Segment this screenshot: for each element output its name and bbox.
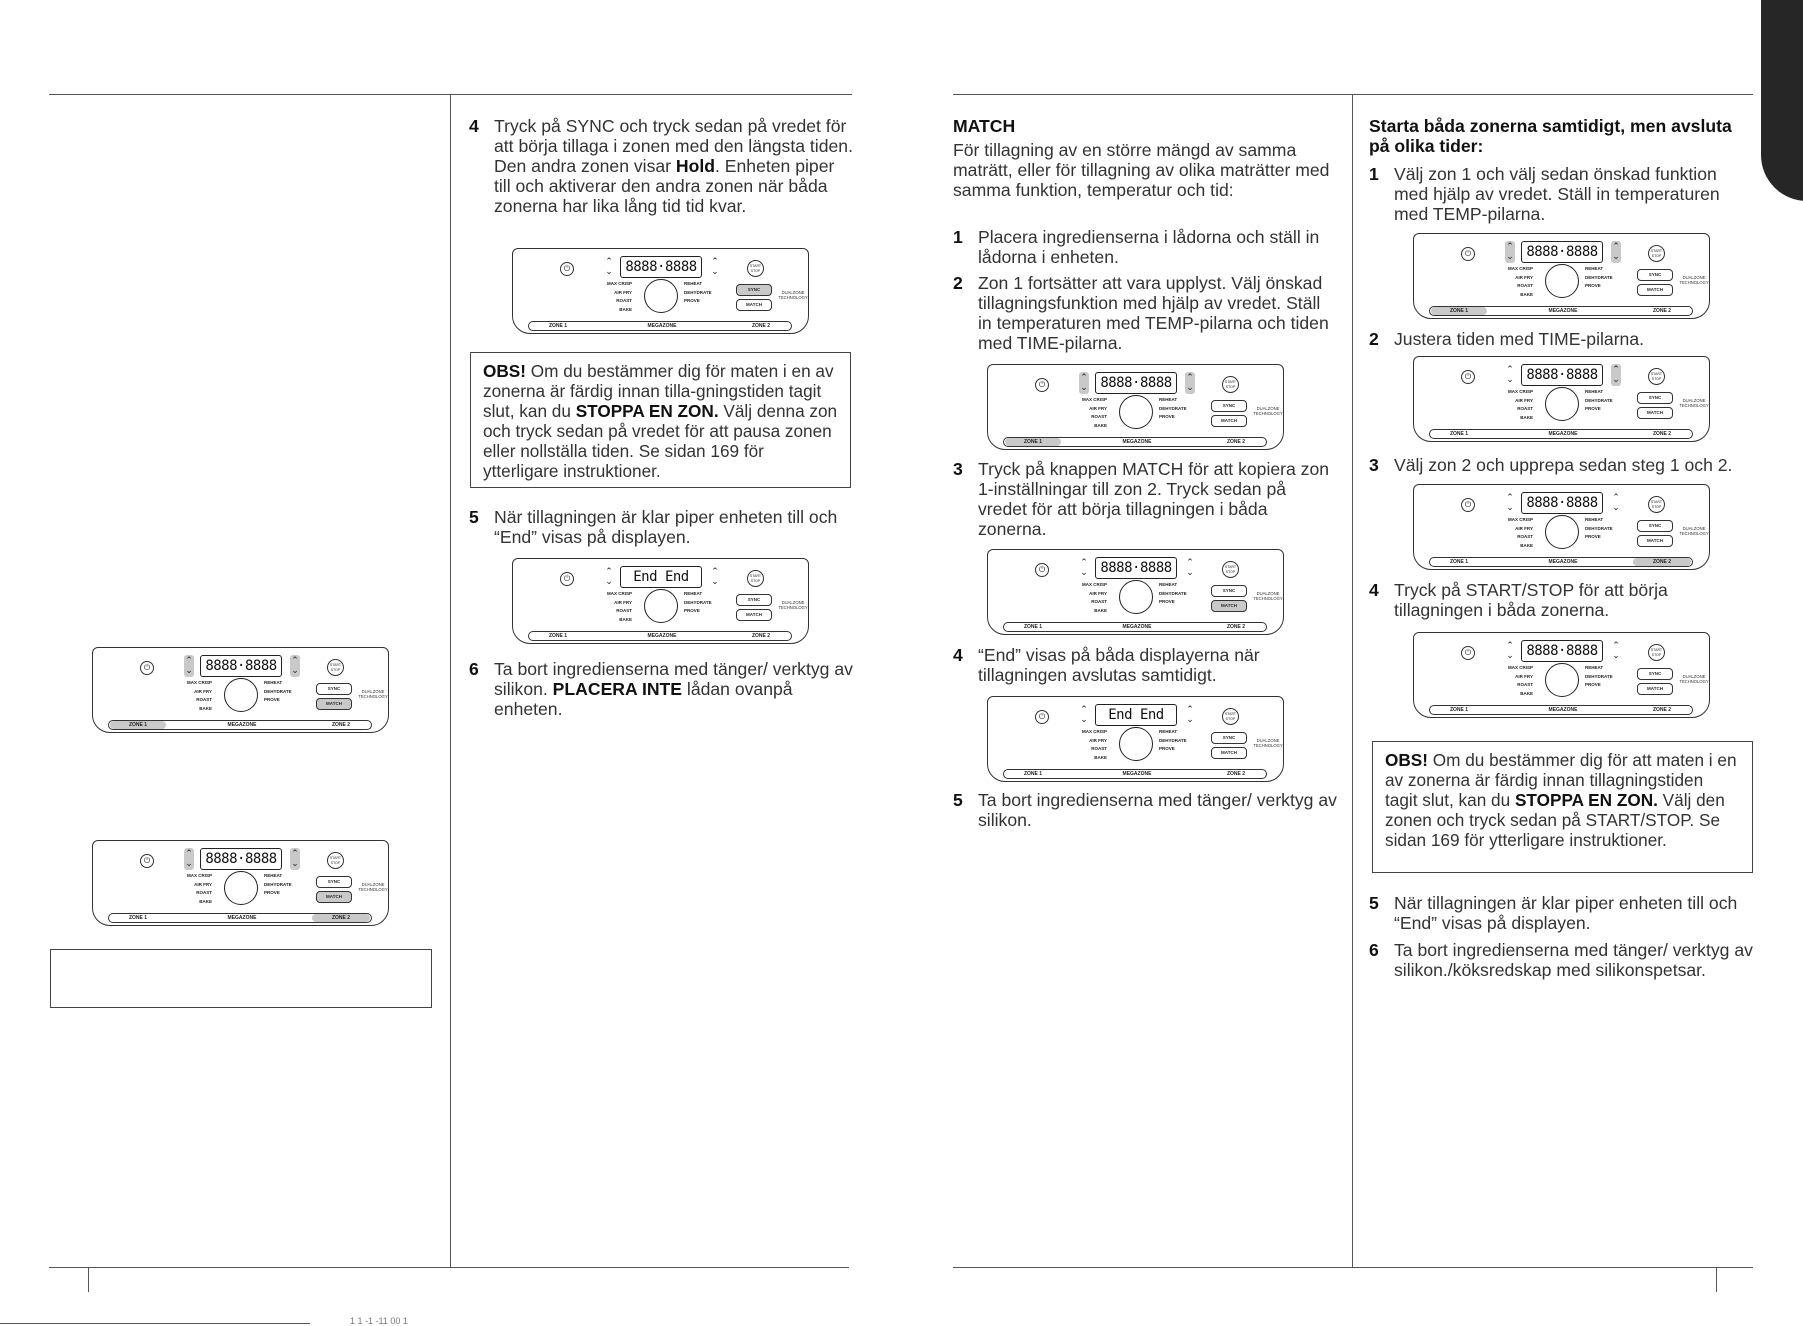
col3-step-5: 5 Ta bort ingredienserna med tänger/ verktyg av silikon.: [953, 790, 1337, 830]
panel-display: 8888·8888: [620, 256, 702, 278]
start-stop-icon: START STOP: [747, 260, 764, 277]
time-arrows-icon: ⌃ ⌄: [1612, 241, 1620, 261]
control-panel-illustration-7: [987, 696, 1284, 786]
match-button-icon: MATCH: [316, 698, 352, 710]
zone-1-label: ZONE 1: [1449, 559, 1469, 565]
dial-icon: [644, 279, 678, 313]
sync-button-icon: SYNC: [316, 876, 352, 888]
zone-2-label: ZONE 2: [1226, 771, 1246, 777]
footer-tick-left: [88, 1267, 89, 1292]
time-arrows-icon: ⌃ ⌄: [1186, 372, 1194, 392]
step-number: 4: [469, 116, 479, 136]
time-arrows-icon: ⌃ ⌄: [1186, 557, 1194, 577]
right-function-list: REHEAT DEHYDRATE PROVE: [1585, 266, 1613, 289]
dualzone-label: DUALZONE TECHNOLOGY: [358, 882, 388, 892]
megazone-label: MEGAZONE: [1122, 624, 1152, 630]
col4-step-3: 3 Välj zon 2 och upprepa sedan steg 1 och 2.: [1369, 455, 1733, 475]
left-function-list: MAX CRISP AIR FRY ROAST BAKE: [606, 281, 632, 312]
time-arrows-icon: ⌃ ⌄: [1612, 364, 1620, 384]
bottom-rule-left: [49, 1267, 849, 1268]
column-3-header: [953, 116, 1338, 200]
zone-1-label: ZONE 1: [1431, 307, 1487, 315]
temp-arrows-icon: ⌃ ⌄: [1506, 364, 1514, 384]
dualzone-label: DUALZONE TECHNOLOGY: [1253, 591, 1283, 601]
obs-note-col4: OBS! Om du bestämmer dig för att maten i en av zonerna är färdig innan tillagningstiden tagit slut, kan du STOPPA EN ZON. Välj den zonen och tryck sedan på START/STOP. Se sidan 169 för ytterligare instruktioner.: [1372, 741, 1753, 873]
right-function-list: REHEAT DEHYDRATE PROVE: [684, 281, 712, 304]
megazone-label: MEGAZONE: [647, 323, 677, 329]
zone-2-label: ZONE 2: [1633, 558, 1691, 566]
sync-button-icon: SYNC: [1211, 400, 1247, 412]
zone-2-label: ZONE 2: [331, 722, 351, 728]
zone-1-label: ZONE 1: [548, 633, 568, 639]
time-arrows-icon: ⌃ ⌄: [291, 655, 299, 675]
left-function-list: MAX CRISP AIR FRY ROAST BAKE: [606, 591, 632, 622]
dualzone-label: DUALZONE TECHNOLOGY: [1679, 398, 1709, 408]
sync-button-icon: SYNC: [1637, 520, 1673, 532]
match-button-icon: MATCH: [736, 299, 772, 311]
dualzone-label: DUALZONE TECHNOLOGY: [778, 290, 808, 300]
control-panel-illustration-6: [987, 549, 1284, 639]
sync-button-icon: SYNC: [1211, 585, 1247, 597]
power-icon: ⏻: [1461, 370, 1475, 384]
megazone-label: MEGAZONE: [1548, 431, 1578, 437]
col4-step-5: 5 När tillagningen är klar piper enheten till och “End” visas på displayen.: [1369, 893, 1738, 933]
zone-1-label: ZONE 1: [110, 721, 166, 729]
match-button-icon: MATCH: [736, 609, 772, 621]
dualzone-label: DUALZONE TECHNOLOGY: [1253, 738, 1283, 748]
power-icon: ⏻: [560, 262, 574, 276]
megazone-label: MEGAZONE: [227, 722, 257, 728]
control-panel-illustration-2: [92, 840, 389, 930]
col3-step-3: 3 Tryck på knappen MATCH för att kopiera zon 1-inställningar till zon 2. Tryck sedan på vredet för att börja tillagningen i båda zonerna.: [953, 459, 1330, 539]
temp-arrows-icon: ⌃ ⌄: [1080, 557, 1088, 577]
start-stop-icon: START STOP: [1648, 368, 1665, 385]
right-function-list: REHEAT DEHYDRATE PROVE: [1585, 517, 1613, 540]
power-icon: ⏻: [140, 854, 154, 868]
zone-1-label: ZONE 1: [1005, 438, 1061, 446]
panel-display: 8888·8888: [1521, 364, 1603, 386]
temp-arrows-icon: ⌃ ⌄: [605, 256, 613, 276]
col4-step-1: 1 Välj zon 1 och välj sedan önskad funktion med hjälp av vredet. Ställ in temperaturen med TEMP-pilarna.: [1369, 164, 1720, 224]
power-icon: ⏻: [1035, 563, 1049, 577]
start-stop-icon: START STOP: [747, 570, 764, 587]
panel-display: 8888·8888: [1521, 640, 1603, 662]
left-function-list: MAX CRISP AIR FRY ROAST BAKE: [186, 873, 212, 904]
zone-1-label: ZONE 1: [1023, 771, 1043, 777]
sync-button-icon: SYNC: [1637, 392, 1673, 404]
temp-arrows-icon: ⌃ ⌄: [1506, 492, 1514, 512]
megazone-label: MEGAZONE: [647, 633, 677, 639]
col3-step-2: 2 Zon 1 fortsätter att vara upplyst. Välj önskad tillagningsfunktion med hjälp av vredet. Ställ in temperaturen med TEMP-pilarna och tiden med TIME-pilarna.: [953, 273, 1329, 353]
match-button-icon: MATCH: [1637, 407, 1673, 419]
dial-icon: [1545, 264, 1579, 298]
megazone-label: MEGAZONE: [1122, 439, 1152, 445]
column-2: [469, 116, 854, 216]
zone-2-label: ZONE 2: [751, 323, 771, 329]
column-2-step6: [469, 659, 854, 719]
megazone-label: MEGAZONE: [1548, 707, 1578, 713]
col3-step-4: 4 “End” visas på båda displayerna när tillagningen avslutas samtidigt.: [953, 645, 1260, 685]
footer-tick-right: [1716, 1267, 1717, 1292]
left-function-list: MAX CRISP AIR FRY ROAST BAKE: [1507, 266, 1533, 297]
zone-2-label: ZONE 2: [1652, 308, 1672, 314]
control-panel-illustration-3: [512, 248, 809, 338]
match-button-icon: MATCH: [1211, 415, 1247, 427]
start-stop-icon: START STOP: [327, 852, 344, 869]
time-arrows-icon: ⌃ ⌄: [291, 848, 299, 868]
megazone-label: MEGAZONE: [1122, 771, 1152, 777]
zone-2-label: ZONE 2: [1652, 707, 1672, 713]
column-2-lower: [469, 507, 854, 547]
left-function-list: MAX CRISP AIR FRY ROAST BAKE: [1507, 389, 1533, 420]
column-divider-2: [1352, 94, 1353, 1267]
step-text: Tryck på SYNC och tryck sedan på vredet för att börja tillaga i zonen med den längsta tiden. Den andra zonen visar Hold. Enheten piper till och aktiverar den andra zonen när båda zonerna har lika lång tid tid kvar.: [494, 116, 853, 216]
match-button-icon: MATCH: [1637, 683, 1673, 695]
power-icon: ⏻: [1035, 378, 1049, 392]
start-stop-icon: START STOP: [1648, 644, 1665, 661]
zone-1-label: ZONE 1: [1023, 624, 1043, 630]
zone-1-label: ZONE 1: [1449, 431, 1469, 437]
dualzone-label: DUALZONE TECHNOLOGY: [1679, 275, 1709, 285]
step-5: 5 När tillagningen är klar piper enheten till och “End” visas på displayen.: [469, 507, 838, 547]
left-function-list: MAX CRISP AIR FRY ROAST BAKE: [1081, 582, 1107, 613]
zone-2-label: ZONE 2: [1652, 431, 1672, 437]
sync-button-icon: SYNC: [1637, 668, 1673, 680]
column-divider-1: [450, 94, 451, 1267]
control-panel-illustration-1: [92, 647, 389, 737]
step-4: [469, 116, 854, 216]
panel-display: End End: [620, 566, 702, 588]
dial-icon: [224, 871, 258, 905]
col3-step-1: 1 Placera ingredienserna i lådorna och ställ in lådorna i enheten.: [953, 227, 1320, 267]
match-button-icon: MATCH: [316, 891, 352, 903]
dial-icon: [1545, 387, 1579, 421]
sync-button-icon: SYNC: [1211, 732, 1247, 744]
right-function-list: REHEAT DEHYDRATE PROVE: [684, 591, 712, 614]
power-icon: ⏻: [1461, 498, 1475, 512]
panel-display: 8888·8888: [1521, 241, 1603, 263]
time-arrows-icon: ⌃ ⌄: [1612, 640, 1620, 660]
time-arrows-icon: ⌃ ⌄: [711, 256, 719, 276]
control-panel-illustration-4: [512, 558, 809, 648]
power-icon: ⏻: [560, 572, 574, 586]
dial-icon: [224, 678, 258, 712]
temp-arrows-icon: ⌃ ⌄: [605, 566, 613, 586]
zone-1-label: ZONE 1: [1449, 707, 1469, 713]
zone-1-label: ZONE 1: [128, 915, 148, 921]
control-panel-illustration-10: [1413, 484, 1710, 574]
power-icon: ⏻: [140, 661, 154, 675]
megazone-label: MEGAZONE: [1548, 559, 1578, 565]
zone-2-label: ZONE 2: [751, 633, 771, 639]
right-function-list: REHEAT DEHYDRATE PROVE: [1585, 665, 1613, 688]
dualzone-label: DUALZONE TECHNOLOGY: [778, 600, 808, 610]
megazone-label: MEGAZONE: [227, 915, 257, 921]
power-icon: ⏻: [1461, 646, 1475, 660]
left-function-list: MAX CRISP AIR FRY ROAST BAKE: [1507, 517, 1533, 548]
time-arrows-icon: ⌃ ⌄: [1612, 492, 1620, 512]
start-stop-icon: START STOP: [1648, 245, 1665, 262]
step-6: 6 Ta bort ingredienserna med tänger/ verktyg av silikon. PLACERA INTE lådan ovanpå enheten.: [469, 659, 853, 719]
start-stop-icon: START STOP: [1222, 561, 1239, 578]
match-button-icon: MATCH: [1637, 284, 1673, 296]
col4-step-6: 6 Ta bort ingredienserna med tänger/ verktyg av silikon./köksredskap med silikonspetsar.: [1369, 940, 1753, 980]
megazone-label: MEGAZONE: [1548, 308, 1578, 314]
start-both-heading: Starta båda zonerna samtidigt, men avsluta på olika tider:: [1369, 116, 1732, 156]
control-panel-illustration-5: [987, 364, 1284, 454]
dualzone-label: DUALZONE TECHNOLOGY: [1679, 526, 1709, 536]
panel-display: 8888·8888: [1095, 557, 1177, 579]
right-function-list: REHEAT DEHYDRATE PROVE: [1159, 582, 1187, 605]
start-stop-icon: START STOP: [327, 659, 344, 676]
match-button-icon: MATCH: [1211, 600, 1247, 612]
right-function-list: REHEAT DEHYDRATE PROVE: [264, 680, 292, 703]
temp-arrows-icon: ⌃ ⌄: [1080, 704, 1088, 724]
temp-arrows-icon: ⌃ ⌄: [1080, 372, 1088, 392]
match-button-icon: MATCH: [1211, 747, 1247, 759]
sync-button-icon: SYNC: [1637, 269, 1673, 281]
control-panel-illustration-11: [1413, 632, 1710, 722]
zone-1-label: ZONE 1: [548, 323, 568, 329]
column-4-header: [1369, 116, 1754, 156]
sync-button-icon: SYNC: [736, 594, 772, 606]
right-function-list: REHEAT DEHYDRATE PROVE: [1159, 729, 1187, 752]
dial-icon: [1545, 515, 1579, 549]
dualzone-label: DUALZONE TECHNOLOGY: [1253, 406, 1283, 416]
panel-display: 8888·8888: [200, 655, 282, 677]
temp-arrows-icon: ⌃ ⌄: [1506, 241, 1514, 261]
dualzone-label: DUALZONE TECHNOLOGY: [1679, 674, 1709, 684]
match-intro: För tillagning av en större mängd av samma maträtt, eller för tillagning av olika maträtter med samma funktion, temperatur och tid:: [953, 140, 1330, 200]
obs-note-col2: OBS! Om du bestämmer dig för maten i en av zonerna är färdig innan tilla-gningstiden tagit slut, kan du STOPPA EN ZON. Välj denna zon och tryck sedan på vredet för att pausa zonen eller nollställa tiden. Se sidan 169 för ytterligare instruktioner.: [470, 352, 851, 488]
time-arrows-icon: ⌃ ⌄: [1186, 704, 1194, 724]
temp-arrows-icon: ⌃ ⌄: [1506, 640, 1514, 660]
dial-icon: [644, 589, 678, 623]
dial-icon: [1119, 580, 1153, 614]
temp-arrows-icon: ⌃ ⌄: [185, 655, 193, 675]
time-arrows-icon: ⌃ ⌄: [711, 566, 719, 586]
control-panel-illustration-9: [1413, 356, 1710, 446]
panel-display: End End: [1095, 704, 1177, 726]
right-function-list: REHEAT DEHYDRATE PROVE: [264, 873, 292, 896]
match-button-icon: MATCH: [1637, 535, 1673, 547]
right-function-list: REHEAT DEHYDRATE PROVE: [1159, 397, 1187, 420]
panel-display: 8888·8888: [1095, 372, 1177, 394]
power-icon: ⏻: [1461, 247, 1475, 261]
dial-icon: [1545, 663, 1579, 697]
left-function-list: MAX CRISP AIR FRY ROAST BAKE: [1081, 729, 1107, 760]
thumb-tab: [1761, 0, 1803, 201]
start-stop-icon: START STOP: [1222, 708, 1239, 725]
dial-icon: [1119, 395, 1153, 429]
zone-2-label: ZONE 2: [312, 914, 370, 922]
footer-small-text: 1 1 -1 -11 00 1: [350, 1316, 408, 1326]
zone-2-label: ZONE 2: [1226, 624, 1246, 630]
panel-display: 8888·8888: [200, 848, 282, 870]
match-heading: MATCH: [953, 116, 1016, 136]
left-function-list: MAX CRISP AIR FRY ROAST BAKE: [1507, 665, 1533, 696]
left-function-list: MAX CRISP AIR FRY ROAST BAKE: [186, 680, 212, 711]
left-function-list: MAX CRISP AIR FRY ROAST BAKE: [1081, 397, 1107, 428]
col4-step-4: 4 Tryck på START/STOP för att börja tillagningen i båda zonerna.: [1369, 580, 1668, 620]
control-panel-illustration-8: [1413, 233, 1710, 323]
power-icon: ⏻: [1035, 710, 1049, 724]
panel-display: 8888·8888: [1521, 492, 1603, 514]
start-stop-icon: START STOP: [1222, 376, 1239, 393]
right-function-list: REHEAT DEHYDRATE PROVE: [1585, 389, 1613, 412]
empty-note-box: [50, 949, 432, 1008]
bottom-rule-right: [953, 1267, 1753, 1268]
dualzone-label: DUALZONE TECHNOLOGY: [358, 689, 388, 699]
start-stop-icon: START STOP: [1648, 496, 1665, 513]
sync-button-icon: SYNC: [316, 683, 352, 695]
sync-button-icon: SYNC: [736, 284, 772, 296]
col4-step-2: 2 Justera tiden med TIME-pilarna.: [1369, 329, 1645, 349]
zone-2-label: ZONE 2: [1226, 439, 1246, 445]
temp-arrows-icon: ⌃ ⌄: [185, 848, 193, 868]
dial-icon: [1119, 727, 1153, 761]
